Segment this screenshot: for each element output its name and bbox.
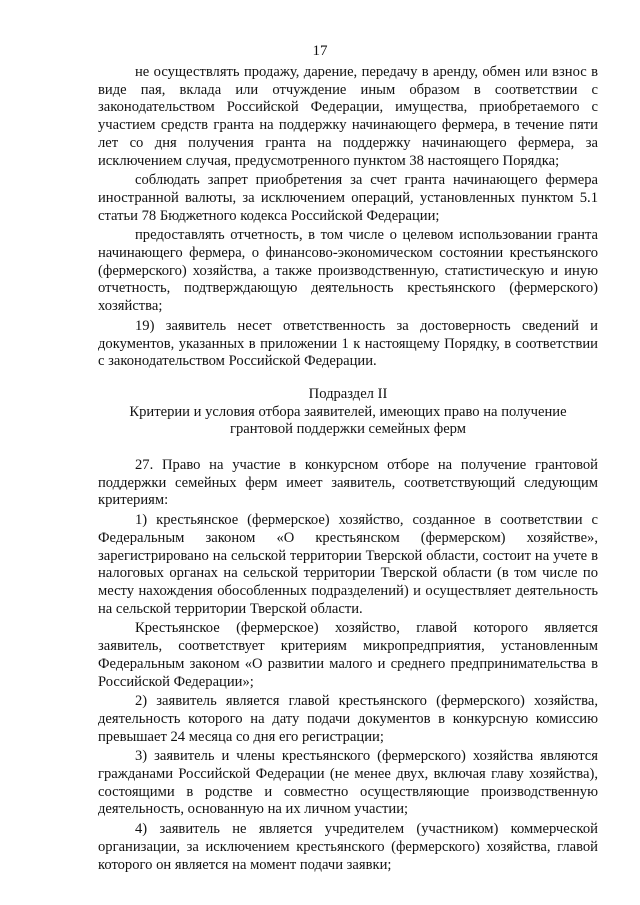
paragraph-criterion-2: 2) заявитель является главой крестьянского (фермерского) хозяйства, деятельность которого на дату подачи документов в конкурсную комиссию превышает 24 месяца со дня его регистрации; xyxy=(98,693,598,745)
paragraph-criterion-3: 3) заявитель и члены крестьянского (фермерского) хозяйства являются гражданами Российской Федерации (не менее двух, включая главу хозяйства), состоящими в родстве и совместно осуществляющие производственную деятельность, основанную на их личном участии; xyxy=(98,748,598,818)
subsection-heading xyxy=(98,386,598,439)
paragraph-criterion-4: 4) заявитель не является учредителем (участником) коммерческой организации, за исключением крестьянского (фермерского) хозяйства, главой которого он является на момент подачи заявки; xyxy=(98,821,598,873)
paragraph-reporting: предоставлять отчетность, в том числе о целевом использовании гранта начинающего фермера, о финансово-экономическом состоянии крестьянского (фермерского) хозяйства, а также производственную, статистическую и иную отчетность, подтверждающую деятельность крестьянского (фермерского) хозяйства; xyxy=(98,227,598,315)
paragraph-micro-enterprise: Крестьянское (фермерское) хозяйство, главой которого является заявитель, соответствует критериям микропредприятия, установленным Федеральным законом «О развитии малого и среднего предпринимательства в Российской Федерации»; xyxy=(98,620,598,690)
document-body xyxy=(98,64,598,876)
paragraph-sale-prohibition: не осуществлять продажу, дарение, передачу в аренду, обмен или взнос в виде пая, вклада или отчуждение иным образом в соответствии с законодательством Российской Федерации, имущества, приобретаемого с участием средств гранта на поддержку начинающего фермера, в течение пяти лет со дня получения гранта на поддержку начинающего фермера, за исключением случая, предусмотренного пунктом 38 настоящего Порядка; xyxy=(98,64,598,169)
subsection-title: Критерии и условия отбора заявителей, имеющих право на получение грантовой поддержки семейных ферм xyxy=(129,403,567,438)
paragraph-criterion-1: 1) крестьянское (фермерское) хозяйство, созданное в соответствии с Федеральным законом «О крестьянском (фермерском) хозяйстве», зарегистрировано на сельской территории Тверской области, состоит на учете в налоговых органах на сельской территории Тверской области (в том числе по месту нахождения обособленных подразделений) и осуществляет деятельность на сельской территории Тверской области. xyxy=(98,512,598,617)
paragraph-currency-prohibition: соблюдать запрет приобретения за счет гранта начинающего фермера иностранной валюты, за исключением операций, установленных пунктом 5.1 статьи 78 Бюджетного кодекса Российской Федерации; xyxy=(98,172,598,224)
page-number: 17 xyxy=(312,43,328,59)
subsection-label: Подраздел II xyxy=(308,385,388,402)
paragraph-item-19: 19) заявитель несет ответственность за достоверность сведений и документов, указанных в приложении 1 к настоящему Порядку, в соответствии с законодательством Российской Федерации. xyxy=(98,317,598,370)
paragraph-item-27: 27. Право на участие в конкурсном отборе на получение грантовой поддержки семейных ферм имеет заявитель, соответствующий следующим критериям: xyxy=(98,457,598,509)
